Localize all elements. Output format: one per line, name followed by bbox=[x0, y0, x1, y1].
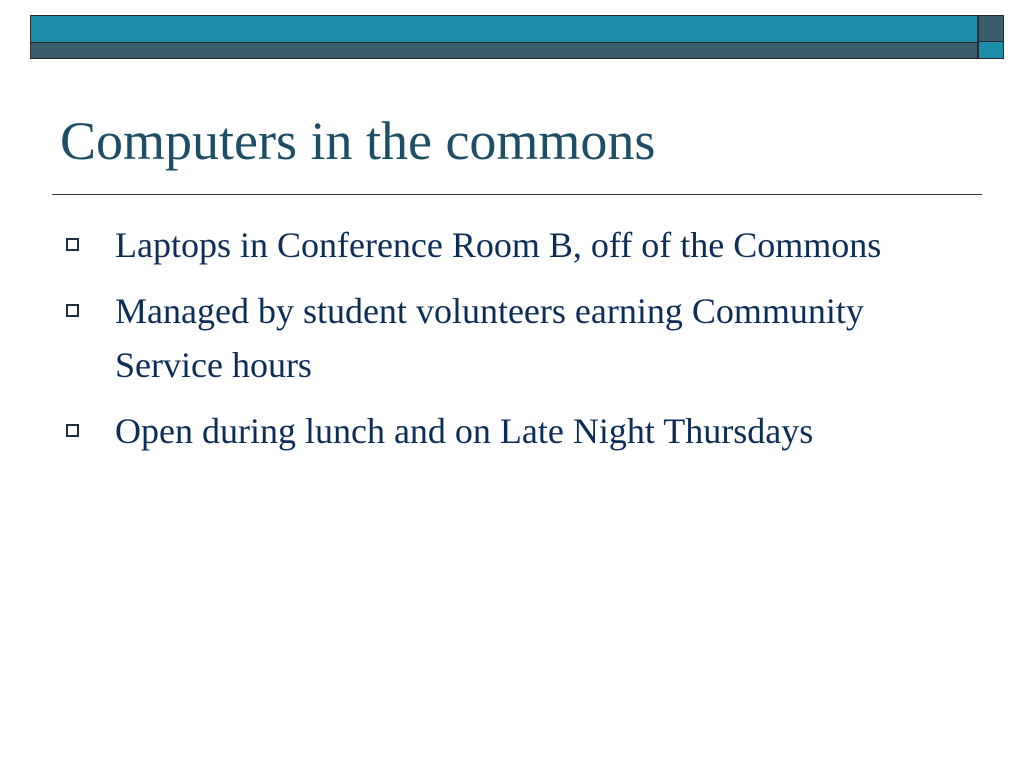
hollow-square-icon bbox=[66, 238, 79, 251]
banner-corner-block-bottom bbox=[978, 41, 1004, 59]
slide-title: Computers in the commons bbox=[60, 111, 656, 171]
bullet-item bbox=[64, 404, 904, 458]
bullet-list bbox=[64, 218, 904, 470]
hollow-square-icon bbox=[66, 424, 79, 437]
header-banner-stripe bbox=[31, 42, 977, 58]
hollow-square-icon bbox=[66, 304, 79, 317]
header-banner bbox=[30, 15, 978, 59]
bullet-text: Managed by student volunteers earning Community Service hours bbox=[115, 291, 864, 385]
banner-corner-block-top bbox=[978, 15, 1004, 42]
bullet-item bbox=[64, 218, 904, 272]
bullet-item bbox=[64, 284, 904, 392]
bullet-text: Open during lunch and on Late Night Thursdays bbox=[115, 411, 814, 451]
bullet-text: Laptops in Conference Room B, off of the Commons bbox=[115, 225, 882, 265]
title-divider bbox=[52, 194, 982, 195]
